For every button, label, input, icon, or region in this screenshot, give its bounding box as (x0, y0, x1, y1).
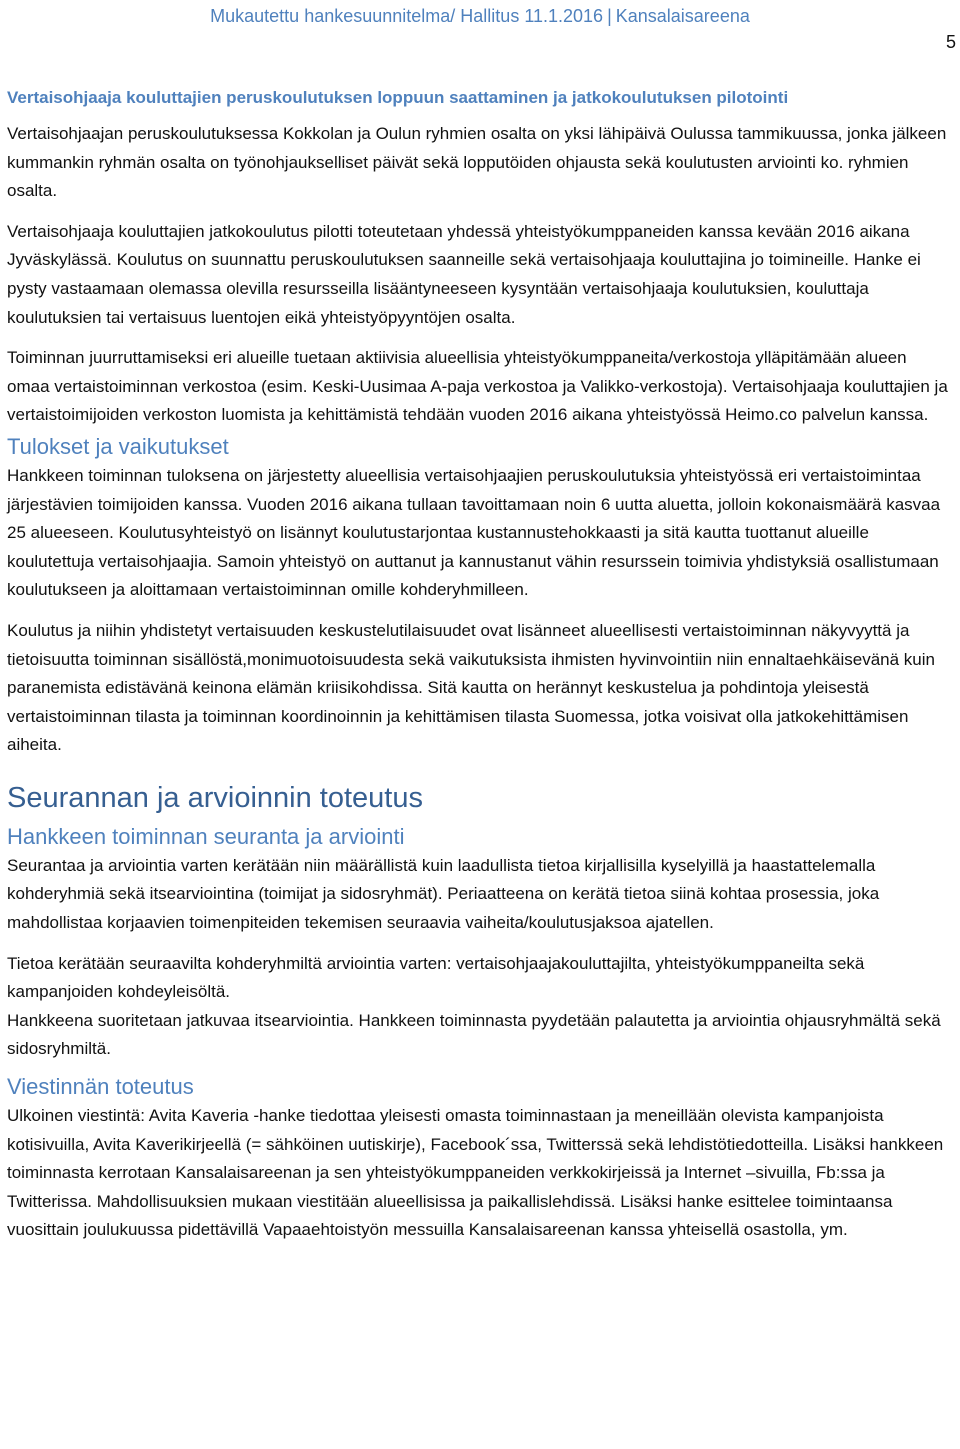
heading-tulokset: Tulokset ja vaikutukset (7, 433, 229, 459)
header-separator: | (607, 6, 612, 26)
heading-viestinta: Viestinnän toteutus (7, 1074, 194, 1100)
paragraph-communication: Ulkoinen viestintä: Avita Kaveria -hanke tiedottaa yleisesti omasta toiminnastaan ja meneillään olevista kampanjoista kotisivuilla, Avita Kaverikirjeellä (= sähköinen uutiskirje), Facebook´ssa, Twitterssä sekä lehdistötiedotteilla. Lisäksi hankkeen toiminnasta kerrotaan Kansalaisareenan ja sen yhteistyökumppaneiden verkkokirjeissä ja Internet –sivuilla, Fb:ssa ja Twitterissa. Mahdollisuuksien mukaan viestitään alueellisissa ja paikallislehdissä. Lisäksi hanke esittelee toimintaansa vuosittain joulukuussa pidettävillä Vapaaehtoistyön messuilla Kansalaisareenan kanssa yhteisellä osastolla, ym. (7, 1106, 944, 1240)
header-org: Kansalaisareena (615, 6, 750, 26)
paragraph-continuation-training: Vertaisohjaaja kouluttajien jatkokoulutus pilotti toteutetaan yhdessä yhteistyökumppaneiden kanssa kevään 2016 aikana Jyväskylässä. Koulutus on suunnattu peruskoulutuksen saanneille sekä vertaisohjaaja kouluttajina jo toimineille. Hanke ei pysty vastaamaan olemassa olevilla resursseilla lisääntyneeseen kysyntään vertaisohjaaja koulutuksien, kouluttaja koulutuksien tai vertaisuus luentojen eikä yhteistyöpyyntöjen osalta. (7, 221, 921, 327)
section-subheading-training: Vertaisohjaaja kouluttajien peruskoulutuksen loppuun saattaminen ja jatkokoulutuksen pilotointi (7, 88, 789, 107)
paragraph-monitoring: Seurantaa ja arviointia varten kerätään niin määrällistä kuin laadullista tietoa kirjallisilla kyselyillä ja haastattelemalla kohderyhmiä sekä itsearviointina (toimijat ja sidosryhmät). Periaatteena on kerätä tietoa siinä kohtaa prosessia, joka mahdollistaa korjaavien toimenpiteiden tekemisen seuraavia vaiheita/koulutusjaksoa ajatellen. (7, 855, 880, 933)
heading-seuranta: Seurannan ja arvioinnin toteutus (7, 781, 423, 814)
paragraph-self-evaluation: Hankkeena suoritetaan jatkuvaa itsearviointia. Hankkeen toiminnasta pyydetään palautetta ja arviointia ohjausryhmältä sekä sidosryhmiltä. (7, 1010, 941, 1059)
paragraph-basic-training: Vertaisohjaajan peruskoulutuksessa Kokkolan ja Oulun ryhmien osalta on yksi lähipäivä Oulussa tammikuussa, jonka jälkeen kummankin ryhmän osalta on työnohjaukselliset päivät sekä lopputöiden ohjausta sekä koulutusten arviointi ko. ryhmien osalta. (7, 124, 947, 201)
header-title: Mukautettu hankesuunnitelma/ Hallitus 11.1.2016 (210, 6, 604, 26)
paragraph-regional-networks: Toiminnan juurruttamiseksi eri alueille tuetaan aktiivisia alueellisia yhteistyökumppaneita/verkostoja ylläpitämään alueen omaa vertaistoiminnan verkostoa (esim. Keski-Uusimaa A-paja verkostoa ja Valikko-verkostoja). Vertaisohjaaja kouluttajien ja vertaistoimijoiden verkoston luomista ja kehittämistä tehdään vuoden 2016 aikana yhteistyössä Heimo.co palvelun kanssa. (7, 348, 948, 425)
subheading-seuranta: Hankkeen toiminnan seuranta ja arviointi (7, 823, 405, 849)
paragraph-impacts: Koulutus ja niihin yhdistetyt vertaisuuden keskustelutilaisuudet ovat lisänneet alueellisesti vertaistoiminnan näkyvyyttä ja tietoisuutta toiminnan sisällöstä,monimuotoisuudesta sekä vaikutuksista ihmisten hyvinvointiin niin ennaltaehkäisevänä kuin paranemista edistävänä keinona elämän kriisikohdissa. Sitä kautta on herännyt keskustelua ja pohdintoja yleisestä vertaistoiminnan tilasta ja toiminnan koordinoinnin ja kehittämisen tilasta Suomessa, jotka voisivat olla jatkokehittämisen aiheita. (7, 620, 935, 755)
page-number: 5 (945, 32, 956, 52)
page-header (0, 6, 960, 27)
paragraph-results: Hankkeen toiminnan tuloksena on järjestetty alueellisia vertaisohjaajien peruskoulutuksia yhteistyössä eri vertaistoimintaa järjestävien toimijoiden kanssa. Vuoden 2016 aikana tullaan tavoittamaan noin 6 uutta aluetta, jolloin kokonaismäärä kasvaa 25 alueeseen. Koulutusyhteistyö on lisännyt koulutustarjontaa kustannustehokkaasti ja sitä kautta tuottanut alueille koulutettuja vertaisohjaajia. Samoin yhteistyö on auttanut ja kannustanut vähin resurssein toimivia yhdistyksiä osallistumaan koulutukseen ja aloittamaan vertaistoiminnan omille kohderyhmilleen. (7, 465, 941, 600)
document-body (7, 84, 953, 1245)
paragraph-target-groups: Tietoa kerätään seuraavilta kohderyhmiltä arviointia varten: vertaisohjaajakouluttajilta, yhteistyökumppaneilta sekä kampanjoiden kohdeyleisöltä. (7, 953, 865, 1002)
